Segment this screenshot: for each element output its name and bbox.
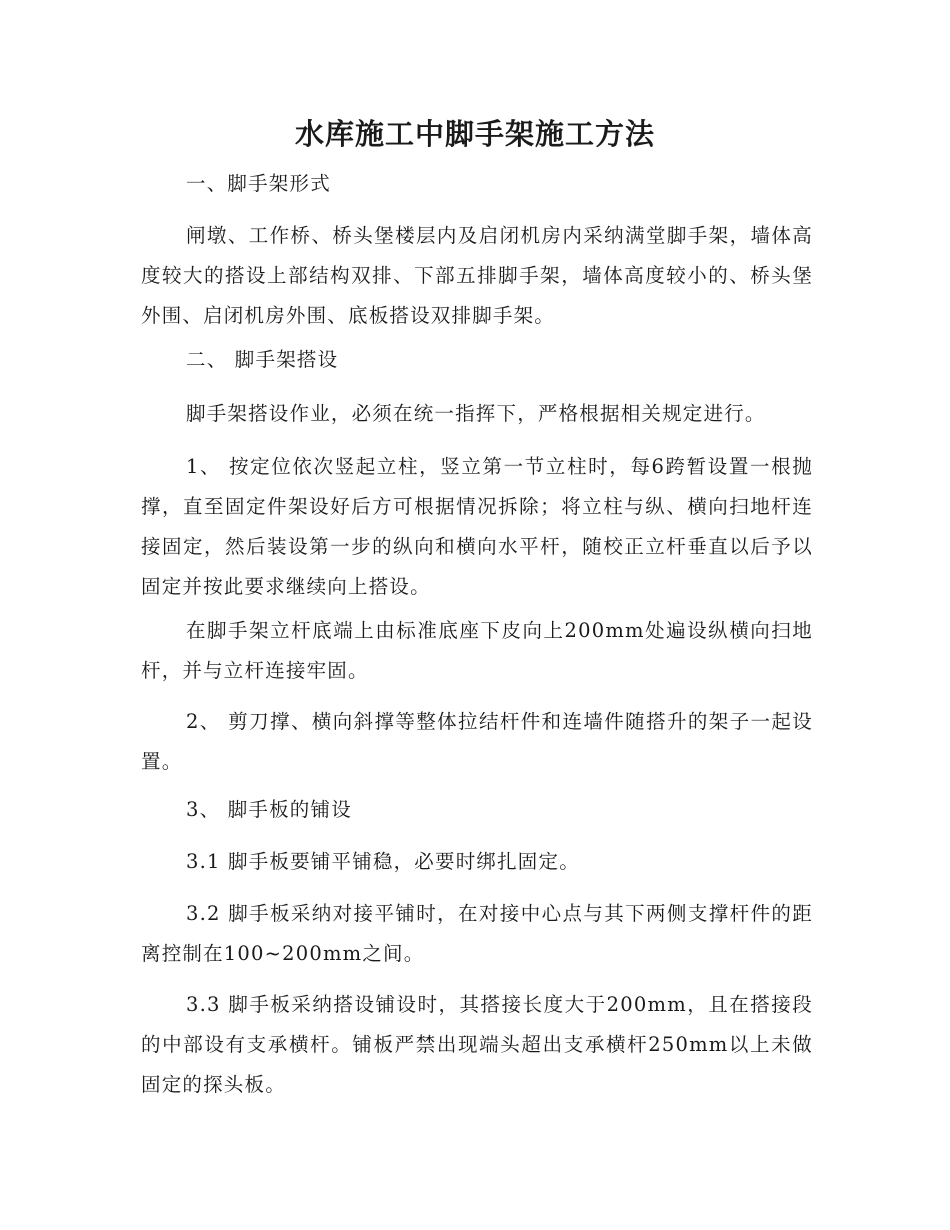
section-heading-scaffold-form: 一、脚手架形式 (186, 172, 331, 195)
paragraph-erection-rule: 脚手架搭设作业，必须在统一指挥下，严格根据相关规定进行。 (186, 402, 766, 425)
section-heading-board-laying: 3、 脚手板的铺设 (186, 798, 352, 821)
paragraph-step-2: 2、 剪刀撑、横向斜撑等整体拉结杆件和连墙件随搭升的架子一起设置。 (141, 710, 813, 773)
paragraph-sweep-rod: 在脚手架立杆底端上由标准底座下皮向上200mm处遍设纵横向扫地杆，并与立杆连接牢固。 (141, 619, 813, 682)
document-title: 水库施工中脚手架施工方法 (294, 117, 655, 151)
paragraph-scaffold-form: 闸墩、工作桥、桥头堡楼层内及启闭机房内采纳满堂脚手架，墙体高度较大的搭设上部结构双排、下部五排脚手架，墙体高度较小的、桥头堡外围、启闭机房外围、底板搭设双排脚手架。 (141, 224, 813, 327)
paragraph-3-2: 3.2 脚手板采纳对接平铺时，在对接中心点与其下两侧支撑杆件的距离控制在100~200mm之间。 (141, 902, 813, 965)
section-heading-scaffold-erection: 二、 脚手架搭设 (186, 348, 339, 371)
paragraph-3-3: 3.3 脚手板采纳搭设铺设时，其搭接长度大于200mm，且在搭接段的中部设有支承横杆。铺板严禁出现端头超出支承横杆250mm以上未做固定的探头板。 (141, 993, 813, 1096)
paragraph-3-1: 3.1 脚手板要铺平铺稳，必要时绑扎固定。 (186, 850, 580, 873)
paragraph-step-1: 1、 按定位依次竖起立柱，竖立第一节立柱时，每6跨暂设置一根抛撑，直至固定件架设好后方可根据情况拆除；将立柱与纵、横向扫地杆连接固定，然后装设第一步的纵向和横向水平杆，随校正立杆垂直以后予以固定并按此要求继续向上搭设。 (141, 455, 813, 598)
